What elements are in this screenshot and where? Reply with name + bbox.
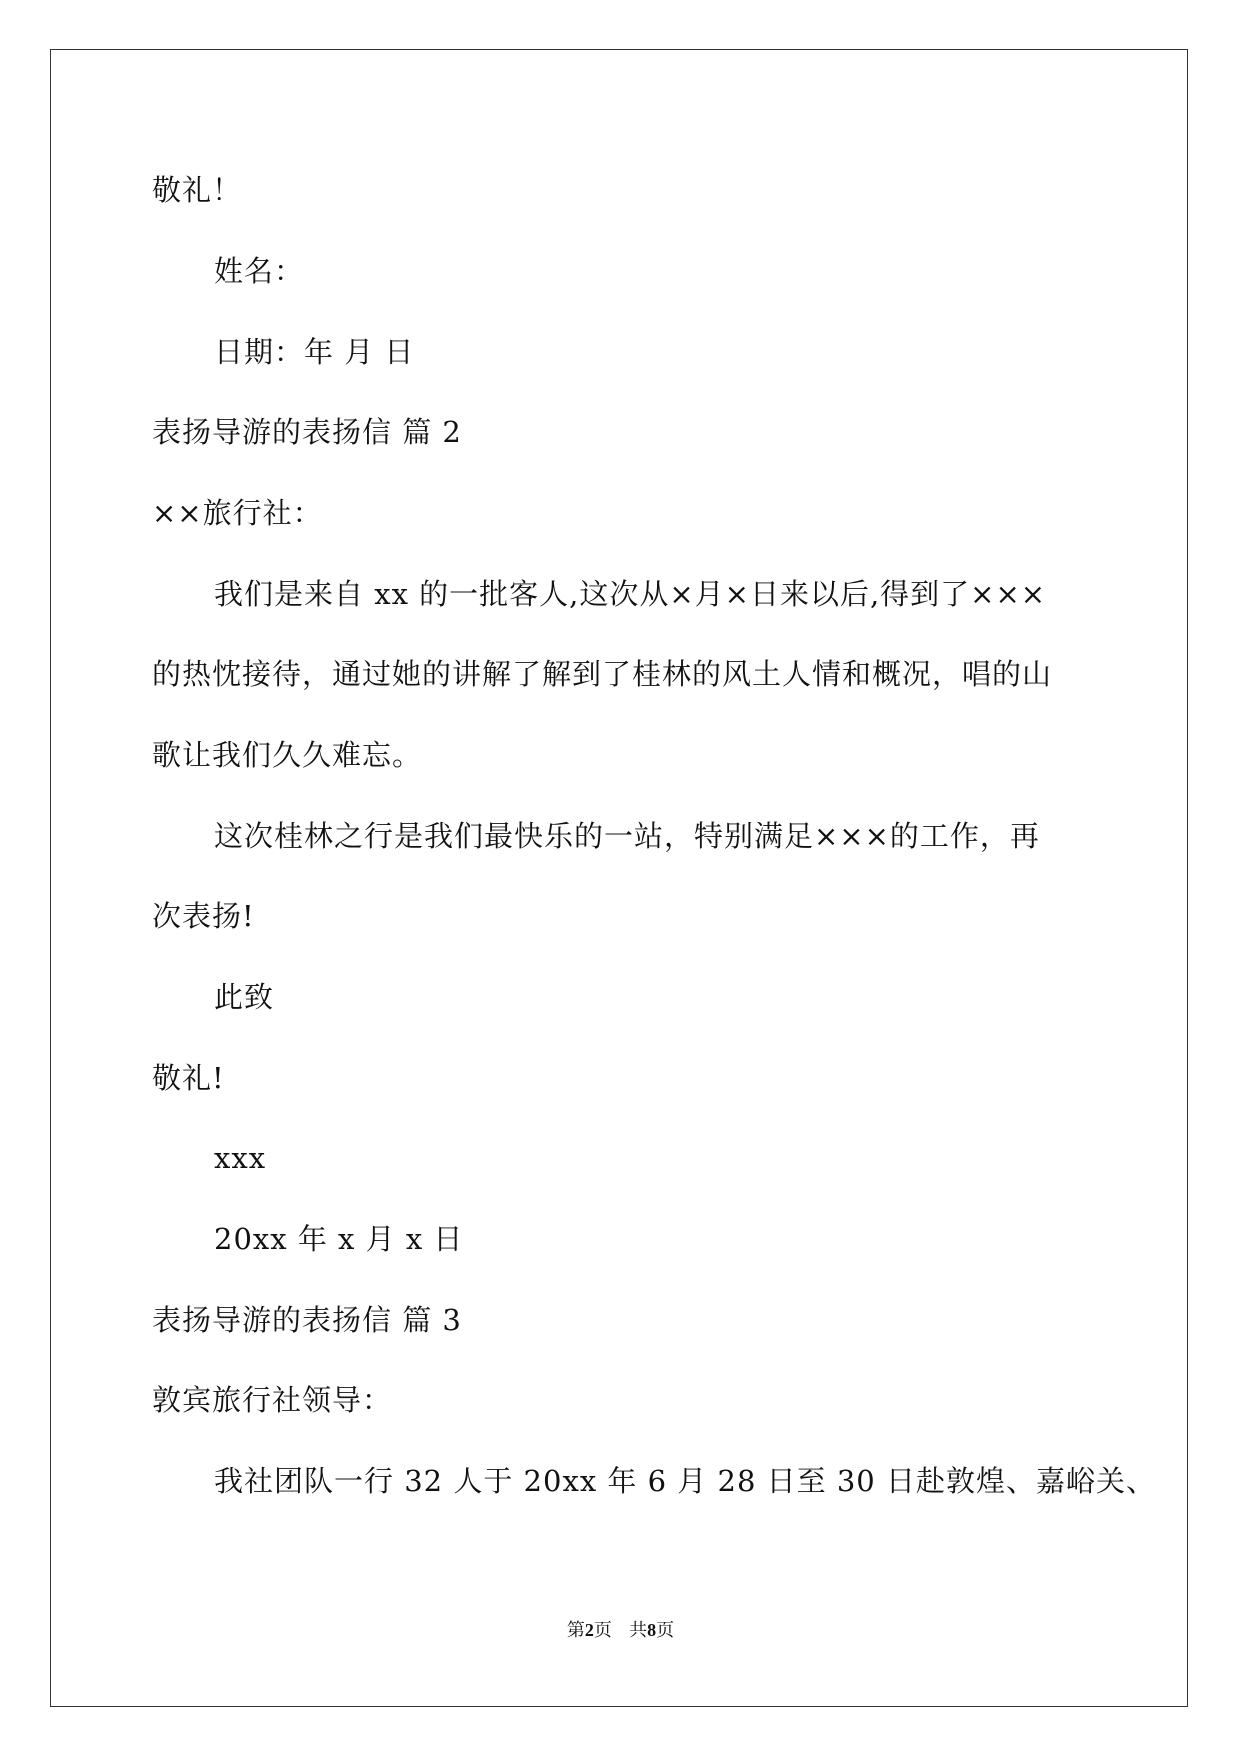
page-footer — [0, 1618, 1241, 1643]
body-paragraph-line: 次表扬! — [152, 899, 255, 933]
letter-date: 20xx 年 x 月 x 日 — [214, 1222, 464, 1256]
body-paragraph-line: 我社团队一行 32 人于 20xx 年 6 月 28 日至 30 日赴敦煌、嘉峪关、 — [214, 1464, 1156, 1498]
footer-total-prefix: 共 — [629, 1620, 648, 1641]
closing-phrase: 此致 — [214, 980, 275, 1014]
closing-salute: 敬礼！ — [152, 173, 243, 207]
footer-prefix: 第 — [566, 1620, 585, 1641]
letter-recipient: 敦宾旅行社领导： — [152, 1383, 393, 1417]
footer-page-unit: 页 — [593, 1620, 612, 1641]
current-page-number: 2 — [584, 1620, 594, 1640]
closing-salute: 敬礼! — [152, 1061, 225, 1095]
section-title-2: 表扬导游的表扬信 篇 2 — [152, 415, 462, 449]
section-title-3: 表扬导游的表扬信 篇 3 — [152, 1303, 462, 1337]
date-field: 日期：年 月 日 — [214, 335, 415, 369]
page-frame — [50, 49, 1188, 1707]
signature: xxx — [214, 1141, 267, 1175]
name-field: 姓名： — [214, 254, 305, 288]
body-paragraph-line: 这次桂林之行是我们最快乐的一站，特别满足×××的工作，再 — [214, 819, 1040, 853]
letter-recipient: ××旅行社： — [152, 496, 323, 530]
body-paragraph-line: 歌让我们久久难忘。 — [152, 738, 423, 772]
total-pages-number: 8 — [647, 1620, 657, 1640]
body-paragraph-line: 我们是来自 xx 的一批客人,这次从×月×日来以后,得到了××× — [214, 577, 1047, 611]
footer-total-unit: 页 — [656, 1620, 675, 1641]
body-paragraph-line: 的热忱接待，通过她的讲解了解到了桂林的风土人情和概况，唱的山 — [152, 657, 1053, 691]
